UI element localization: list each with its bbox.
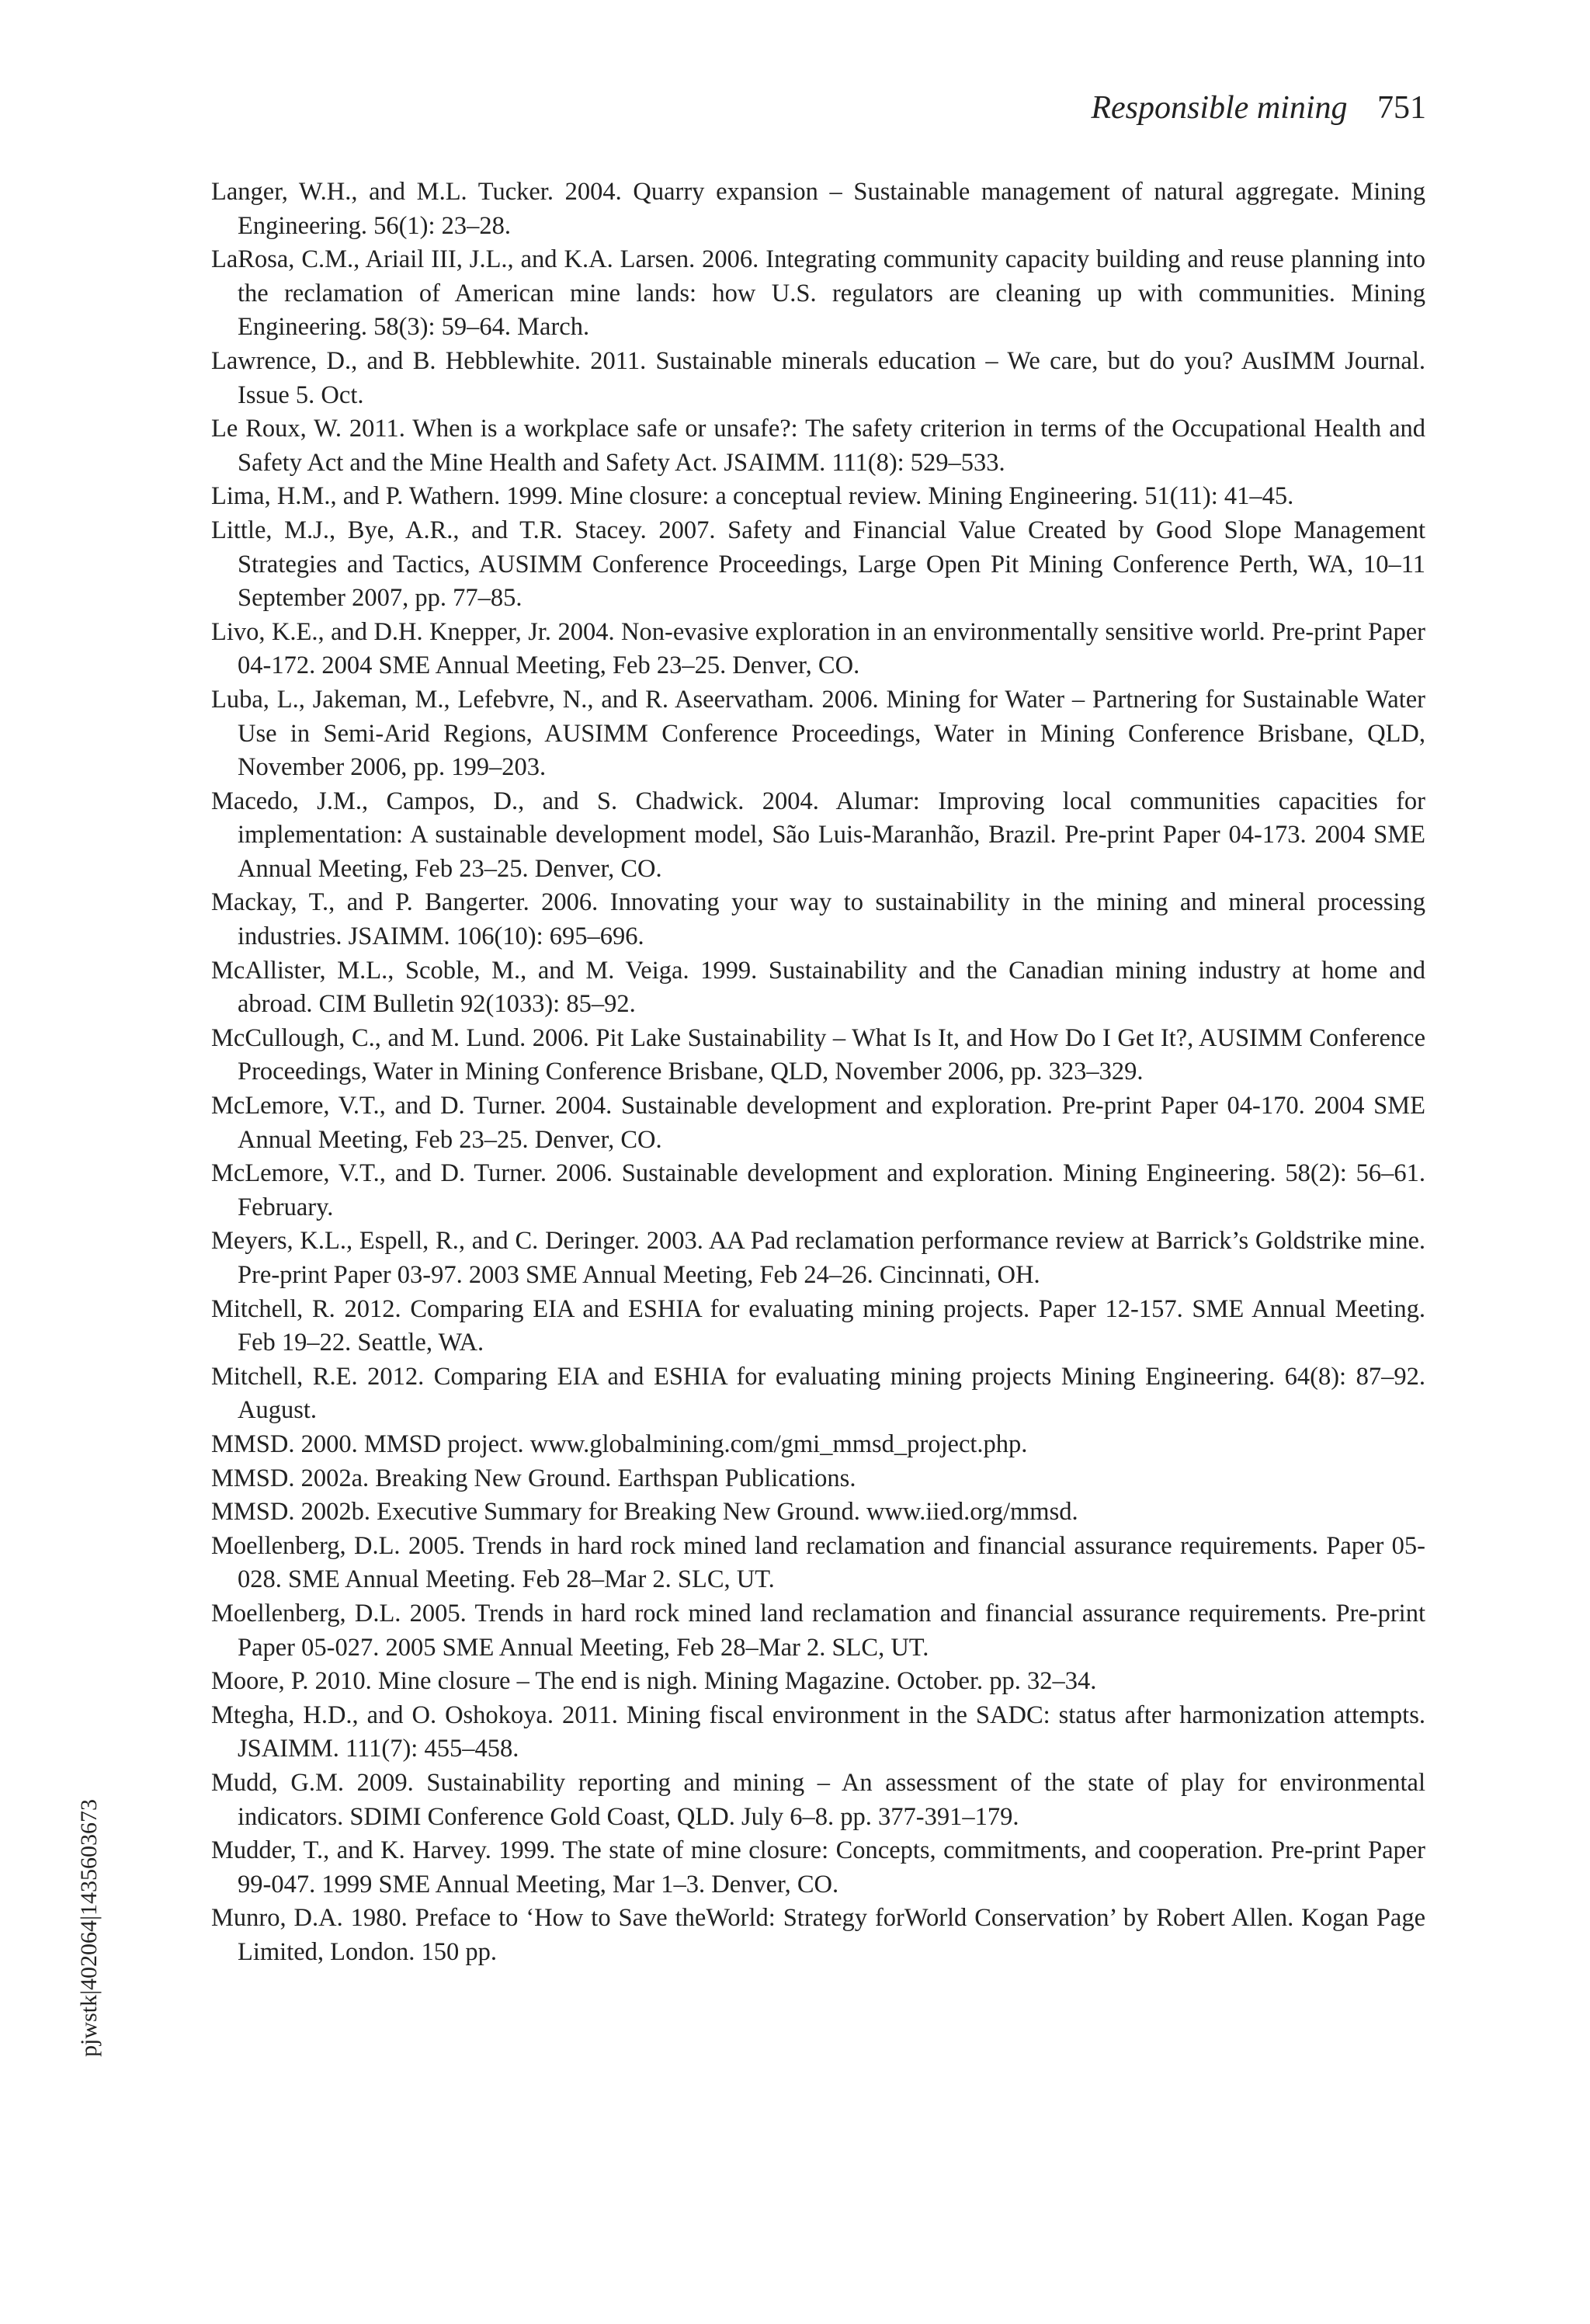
reference-entry: Little, M.J., Bye, A.R., and T.R. Stacey. 2007. Safety and Financial Value Created by Good Slope Management Strategies and Tactics, AUSIMM Conference Proceedings, Large Open Pit Mining Conference Perth, WA, 10–11 September 2007, pp. 77–85. bbox=[211, 516, 1425, 613]
reference-entry: Meyers, K.L., Espell, R., and C. Deringer. 2003. AA Pad reclamation performance review at Barrick’s Goldstrike mine. Pre-print Paper 03-97. 2003 SME Annual Meeting, Feb 24–26. Cincinnati, OH. bbox=[211, 1227, 1425, 1289]
reference-entry: Mitchell, R.E. 2012. Comparing EIA and ESHIA for evaluating mining projects Mining Engineering. 64(8): 87–92. August. bbox=[211, 1362, 1425, 1425]
reference-entry: Mudder, T., and K. Harvey. 1999. The state of mine closure: Concepts, commitments, and cooperation. Pre-print Paper 99-047. 1999 SME Annual Meeting, Mar 1–3. Denver, CO. bbox=[211, 1836, 1425, 1898]
reference-entry: Munro, D.A. 1980. Preface to ‘How to Save theWorld: Strategy forWorld Conservation’ by Robert Allen. Kogan Page Limited, London. 150 pp. bbox=[211, 1904, 1425, 1966]
reference-entry: Moore, P. 2010. Mine closure – The end is nigh. Mining Magazine. October. pp. 32–34. bbox=[211, 1667, 1097, 1696]
reference-entry: Langer, W.H., and M.L. Tucker. 2004. Quarry expansion – Sustainable management of natural aggregate. Mining Engineering. 56(1): 23–28. bbox=[211, 178, 1425, 240]
running-title: Responsible mining bbox=[1091, 90, 1348, 126]
reference-entry: MMSD. 2000. MMSD project. www.globalmining.com/gmi_mmsd_project.php. bbox=[211, 1429, 1028, 1458]
reference-entry: Luba, L., Jakeman, M., Lefebvre, N., and R. Aseervatham. 2006. Mining for Water – Partnering for Sustainable Water Use in Semi-Arid Regions, AUSIMM Conference Proceedings, Water in Mining Conference Brisbane, QLD, November 2006, pp. 199–203. bbox=[211, 685, 1425, 782]
reference-entry: Lawrence, D., and B. Hebblewhite. 2011. Sustainable minerals education – We care, but do you? AusIMM Journal. Issue 5. Oct. bbox=[211, 346, 1425, 409]
reference-list bbox=[211, 175, 1425, 1969]
reference-entry: Moellenberg, D.L. 2005. Trends in hard rock mined land reclamation and financial assurance requirements. Pre-print Paper 05-027. 2005 SME Annual Meeting, Feb 28–Mar 2. SLC, UT. bbox=[211, 1599, 1425, 1662]
reference-entry: MMSD. 2002b. Executive Summary for Breaking New Ground. www.iied.org/mmsd. bbox=[211, 1498, 1078, 1527]
margin-identifier: pjwstk|402064|1435603673 bbox=[76, 1798, 102, 2057]
reference-entry: Mudd, G.M. 2009. Sustainability reporting and mining – An assessment of the state of play for environmental indicators. SDIMI Conference Gold Coast, QLD. July 6–8. pp. 377-391–179. bbox=[211, 1768, 1425, 1831]
reference-entry: Lima, H.M., and P. Wathern. 1999. Mine closure: a conceptual review. Mining Engineering. 51(11): 41–45. bbox=[211, 482, 1294, 511]
page-header bbox=[1091, 92, 1426, 124]
reference-entry: McLemore, V.T., and D. Turner. 2004. Sustainable development and exploration. Pre-print Paper 04-170. 2004 SME Annual Meeting, Feb 23–25. Denver, CO. bbox=[211, 1092, 1425, 1154]
reference-entry: Moellenberg, D.L. 2005. Trends in hard rock mined land reclamation and financial assurance requirements. Paper 05-028. SME Annual Meeting. Feb 28–Mar 2. SLC, UT. bbox=[211, 1531, 1425, 1594]
reference-entry: McAllister, M.L., Scoble, M., and M. Veiga. 1999. Sustainability and the Canadian mining industry at home and abroad. CIM Bulletin 92(1033): 85–92. bbox=[211, 956, 1425, 1019]
reference-entry: MMSD. 2002a. Breaking New Ground. Earthspan Publications. bbox=[211, 1464, 856, 1492]
reference-entry: Mtegha, H.D., and O. Oshokoya. 2011. Mining fiscal environment in the SADC: status after harmonization attempts. JSAIMM. 111(7): 455–458. bbox=[211, 1700, 1425, 1763]
reference-entry: McLemore, V.T., and D. Turner. 2006. Sustainable development and exploration. Mining Engineering. 58(2): 56–61. February. bbox=[211, 1159, 1425, 1221]
reference-entry: Mackay, T., and P. Bangerter. 2006. Innovating your way to sustainability in the mining and mineral processing industries. JSAIMM. 106(10): 695–696. bbox=[211, 888, 1425, 951]
reference-entry: Mitchell, R. 2012. Comparing EIA and ESHIA for evaluating mining projects. Paper 12-157. SME Annual Meeting. Feb 19–22. Seattle, WA. bbox=[211, 1294, 1425, 1357]
reference-entry: Macedo, J.M., Campos, D., and S. Chadwick. 2004. Alumar: Improving local communities capacities for implementation: A sustainable development model, São Luis-Maranhão, Brazil. Pre-print Paper 04-173. 2004 SME Annual Meeting, Feb 23–25. Denver, CO. bbox=[211, 787, 1425, 883]
reference-entry: McCullough, C., and M. Lund. 2006. Pit Lake Sustainability – What Is It, and How Do I Get It?, AUSIMM Conference Proceedings, Water in Mining Conference Brisbane, QLD, November 2006, pp. 323–329. bbox=[211, 1023, 1425, 1086]
reference-entry: Le Roux, W. 2011. When is a workplace safe or unsafe?: The safety criterion in terms of the Occupational Health and Safety Act and the Mine Health and Safety Act. JSAIMM. 111(8): 529–533. bbox=[211, 415, 1425, 477]
reference-entry: Livo, K.E., and D.H. Knepper, Jr. 2004. Non-evasive exploration in an environmentally sensitive world. Pre-print Paper 04-172. 2004 SME Annual Meeting, Feb 23–25. Denver, CO. bbox=[211, 617, 1425, 680]
reference-entry: LaRosa, C.M., Ariail III, J.L., and K.A. Larsen. 2006. Integrating community capacity building and reuse planning into the reclamation of American mine lands: how U.S. regulators are cleaning up with communities. Mining Engineering. 58(3): 59–64. March. bbox=[211, 245, 1425, 342]
page-number: 751 bbox=[1377, 90, 1426, 126]
